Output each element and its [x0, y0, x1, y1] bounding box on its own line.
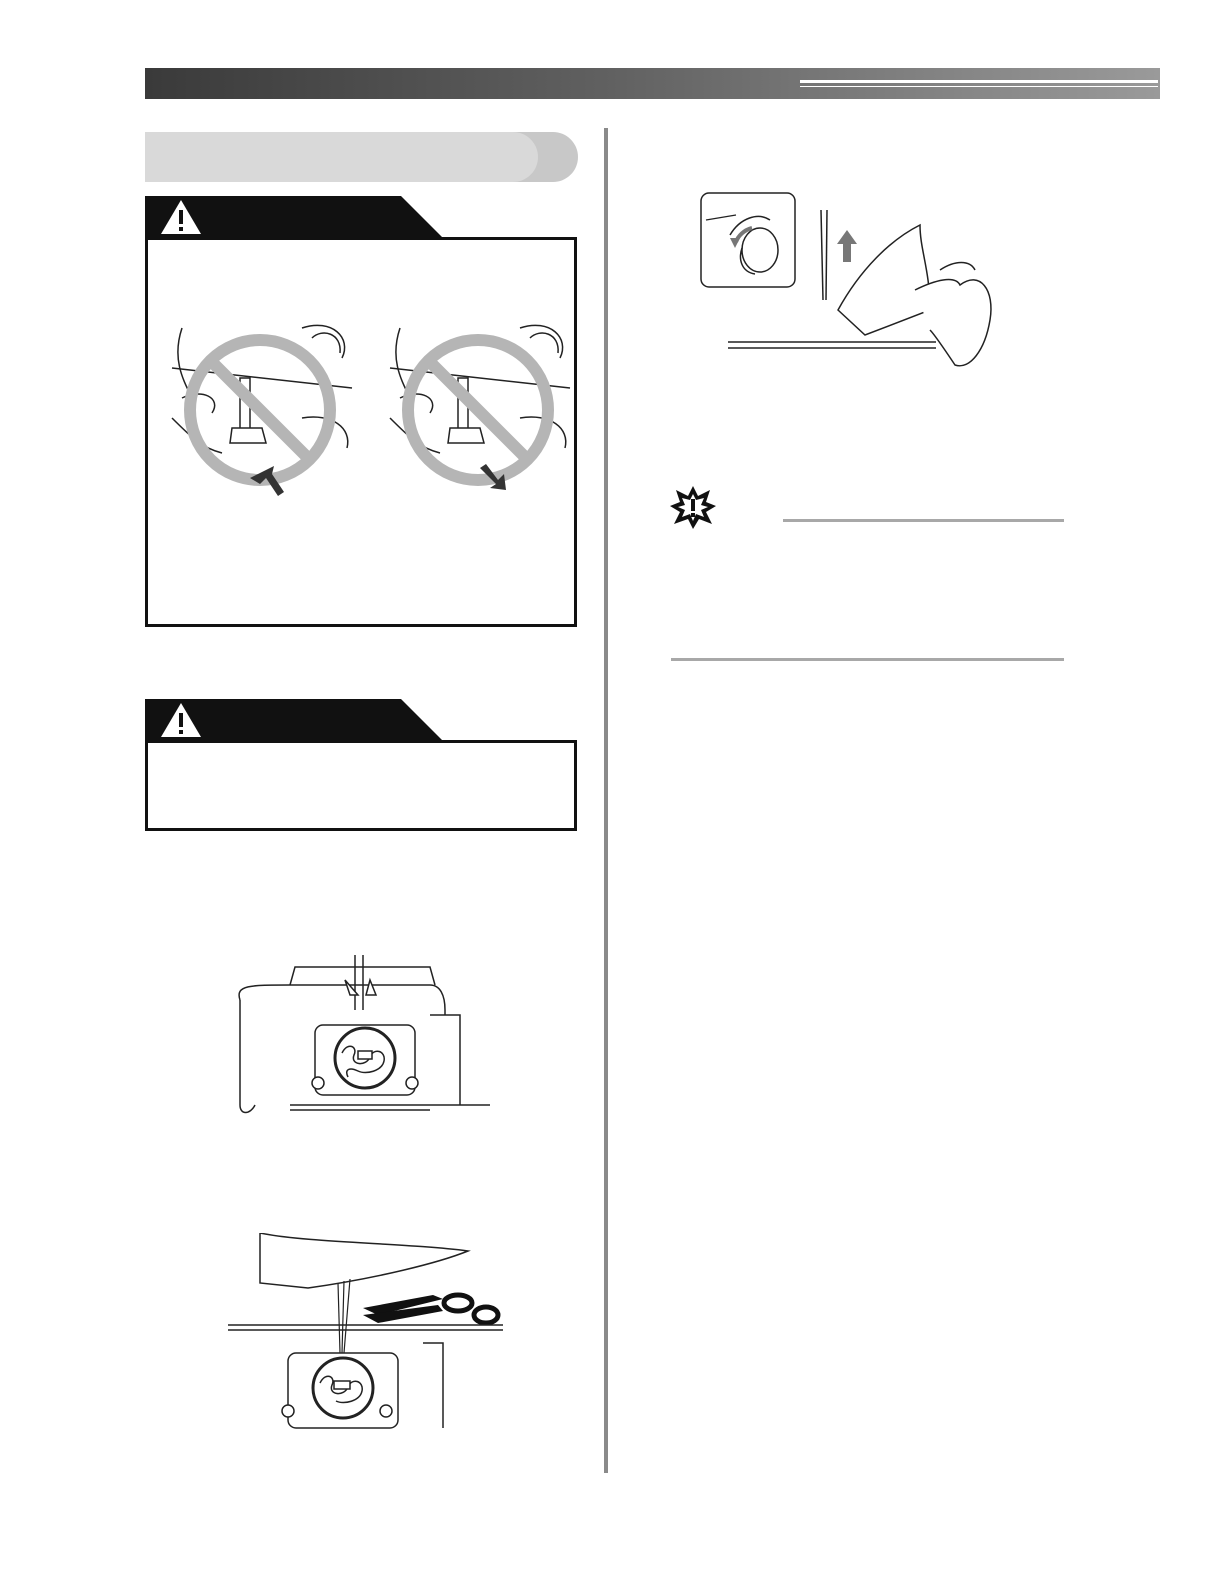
header-rule-thin — [800, 86, 1158, 87]
handwheel-raise-needle-illustration — [700, 190, 1000, 380]
bobbin-area-tangled-thread-illustration — [230, 955, 500, 1135]
column-divider — [604, 128, 608, 1473]
warning-tab — [145, 196, 445, 240]
warning-box-1 — [145, 237, 577, 627]
note-rule-bottom — [671, 658, 1064, 661]
no-pulling-fabric-illustration — [380, 318, 580, 498]
header-rule — [800, 80, 1158, 83]
warning-tab — [145, 699, 445, 743]
note-rule-top — [783, 519, 1064, 522]
no-pushing-fabric-illustration — [162, 318, 362, 498]
section-heading — [145, 132, 538, 182]
note-burst-icon — [668, 484, 718, 530]
cut-threads-scissors-illustration — [228, 1233, 503, 1433]
warning-box-2 — [145, 740, 577, 831]
header-bar — [145, 68, 1160, 99]
